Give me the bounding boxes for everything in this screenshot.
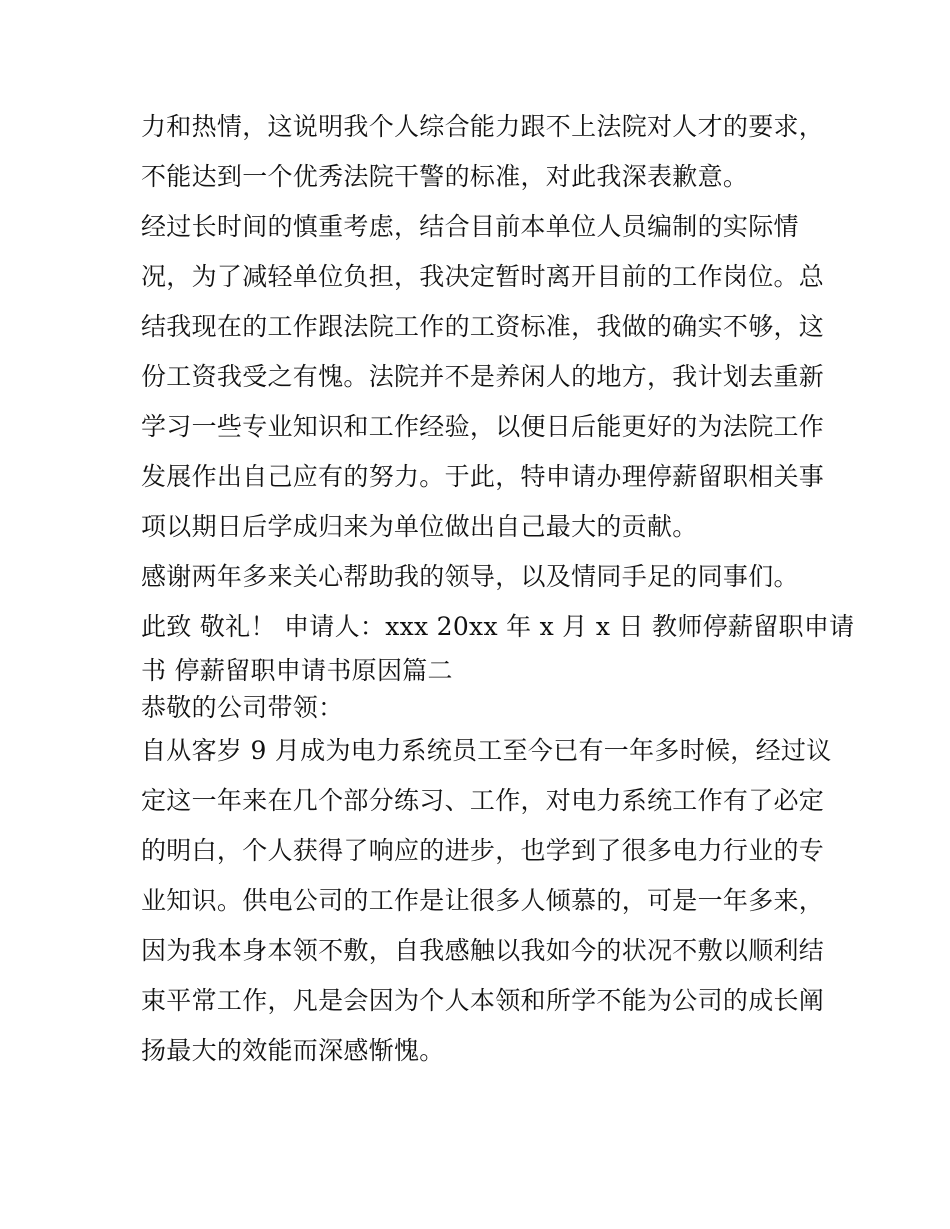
paragraph-line: 束平常工作，凡是会因为个人本领和所学不能为公司的成长阐: [141, 986, 825, 1015]
paragraph-line: 不能达到一个优秀法院干警的标准，对此我深表歉意。: [141, 162, 749, 191]
paragraph-line: 扬最大的效能而深感惭愧。: [141, 1036, 445, 1065]
paragraph-line: 结我现在的工作跟法院工作的工资标准，我做的确实不够，这: [141, 312, 825, 341]
paragraph-line: 学习一些专业知识和工作经验，以便日后能更好的为法院工作: [141, 412, 825, 441]
document-body: [141, 102, 855, 1076]
paragraph-line: 项以期日后学成归来为单位做出自己最大的贡献。: [141, 512, 698, 541]
paragraph-line: 的明白，个人获得了响应的进步，也学到了很多电力行业的专: [141, 836, 825, 865]
paragraph-line: 因为我本身本领不敷，自我感触以我如今的状况不敷以顺利结: [141, 936, 825, 965]
paragraph-line: 份工资我受之有愧。法院并不是养闲人的地方，我计划去重新: [141, 362, 825, 391]
paragraph-line: 此致 敬礼！ 申请人：xxx 20xx 年 x 月 x 日 教师停薪留职申请: [141, 612, 855, 641]
paragraph-line: 书 停薪留职申请书原因篇二: [141, 656, 453, 685]
paragraph-line: 力和热情，这说明我个人综合能力跟不上法院对人才的要求，: [141, 112, 825, 141]
paragraph-line: 业知识。供电公司的工作是让很多人倾慕的，可是一年多来，: [141, 886, 825, 915]
paragraph-line: 经过长时间的慎重考虑，结合目前本单位人员编制的实际情: [141, 212, 799, 241]
paragraph-line: 定这一年来在几个部分练习、工作，对电力系统工作有了必定: [141, 786, 825, 815]
paragraph-line: 况，为了减轻单位负担，我决定暂时离开目前的工作岗位。总: [141, 262, 825, 291]
salutation-line: 恭敬的公司带领：: [141, 693, 344, 722]
paragraph-line: 感谢两年多来关心帮助我的领导，以及情同手足的同事们。: [141, 562, 799, 591]
paragraph-line: 自从客岁 9 月成为电力系统员工至今已有一年多时候，经过议: [141, 736, 832, 765]
paragraph-line: 发展作出自己应有的努力。于此，特申请办理停薪留职相关事: [141, 462, 825, 491]
